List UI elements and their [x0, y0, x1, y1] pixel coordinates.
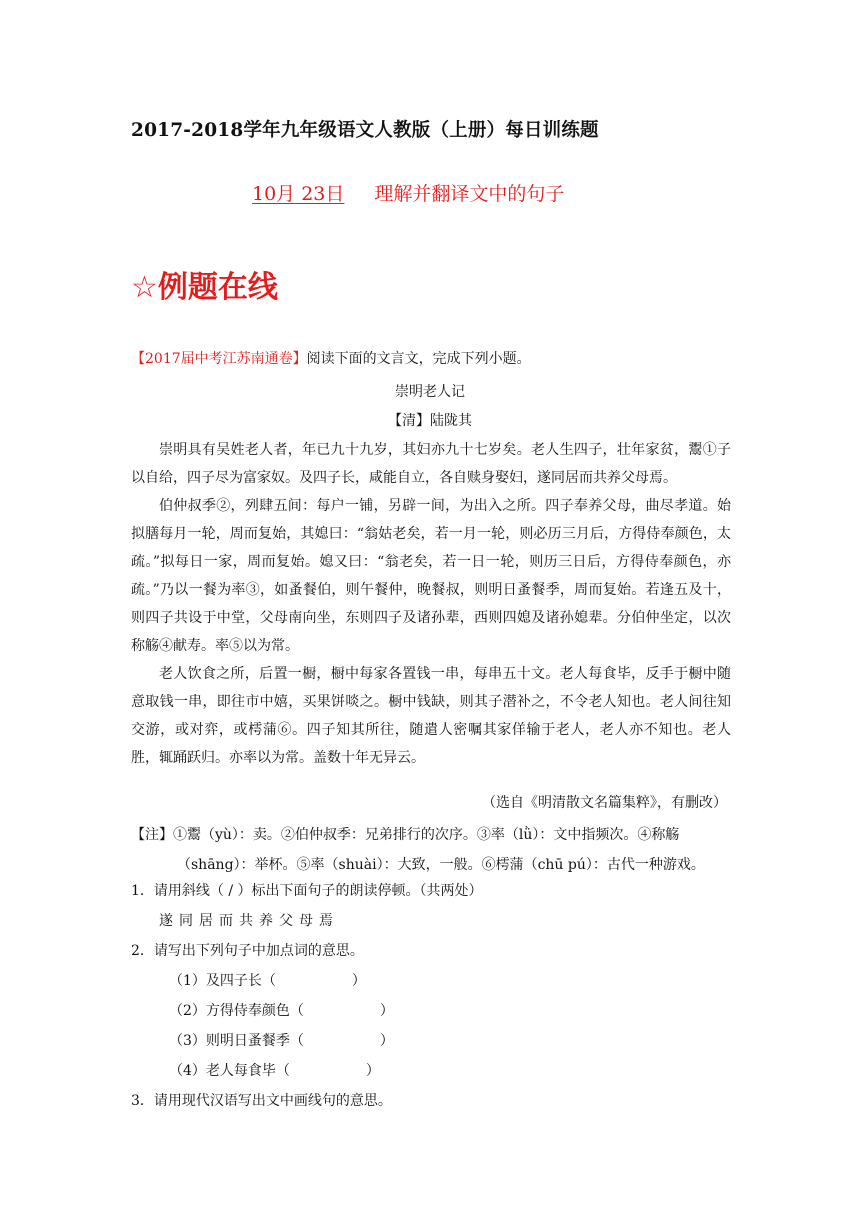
question-3: 3．请用现代汉语写出文中画线句的意思。 [131, 1093, 392, 1109]
passage-paragraph-2: 伯仲叔季②，列肆五间：每户一铺，另辟一间，为出入之所。四子奉养父母，曲尽孝道。始拟膳每月一轮，周而复始，其媳曰：“翁姑老矣，若一月一轮，则必历三月后，方得侍奉颜色，太疏。”拟每日一家，周而复始。媳又曰：“翁老矣，若一日一轮，则历三日后，方得侍奉颜色，亦疏。”乃以一餐为率③，如蚤餐伯，则午餐仲，晚餐叔，则明日蚤餐季，周而复始。若逢五及十，则四子共设于中堂，父母南向坐，东则四子及诸孙辈，西则四媳及诸孙媳辈。分伯仲坐定，以次称觞④献寿。率⑤以为常。 [131, 498, 731, 654]
date-label: 10月 23日 [252, 183, 345, 205]
question-1-sentence: 遂同居而共养父母焉 [159, 913, 339, 929]
passage-author: 【清】陆陇其 [388, 413, 472, 429]
question-2-item-1: （1）及四子长（ ） [169, 973, 366, 989]
passage-paragraph-1: 崇明具有吴姓老人者，年已九十九岁，其妇亦九十七岁矣。老人生四子，壮年家贫，鬻①子以自给，四子尽为富家奴。及四子长，咸能自立，各自赎身娶妇，遂同居而共养父母焉。 [131, 442, 731, 486]
question-2-item-4: （4）老人每食毕（ ） [169, 1063, 380, 1079]
questions [131, 876, 731, 1116]
topic-label: 理解并翻译文中的句子 [374, 183, 565, 205]
source-instruction: 阅读下面的文言文，完成下列小题。 [306, 351, 531, 367]
passage-body [131, 436, 731, 772]
source-tag: 【2017届中考江苏南通卷】 [131, 351, 307, 367]
notes [131, 820, 731, 880]
notes-line-1: 【注】①鬻（yù）：卖。②伯仲叔季：兄弟排行的次序。③率（lǜ）：文中指频次。④称觞 [131, 827, 680, 843]
passage-attribution: （选自《明清散文名篇集粹》，有删改） [482, 795, 727, 811]
question-2-item-2: （2）方得侍奉颜色（ ） [169, 1003, 394, 1019]
notes-line-2: （shāng）：举杯。⑤率（shuài）：大致，一般。⑥樗蒲（chū pú）：古代一种游戏。 [177, 857, 705, 873]
section-heading: ☆例题在线 [131, 270, 278, 305]
document-title: 2017-2018学年九年级语文人教版（上册）每日训练题 [131, 120, 599, 141]
passage-paragraph-3: 老人饮食之所，后置一橱，橱中每家各置钱一串，每串五十文。老人每食毕，反手于橱中随意取钱一串，即往市中嬉，买果饼啖之。橱中钱缺，则其子潜补之，不令老人知也。老人间往知交游，或对弈，或樗蒲⑥。四子知其所往，随遣人密嘱其家佯输于老人，老人亦不知也。老人胜，辄踊跃归。亦率以为常。盖数十年无异云。 [131, 666, 731, 766]
date-topic-line [252, 179, 564, 206]
question-2-item-3: （3）则明日蚤餐季（ ） [169, 1033, 394, 1049]
source-line [131, 348, 731, 370]
question-2: 2．请写出下列句子中加点词的意思。 [131, 943, 364, 959]
question-1: 1．请用斜线（ / ）标出下面句子的朗读停顿。（共两处） [131, 883, 483, 899]
passage-title: 崇明老人记 [395, 384, 465, 400]
